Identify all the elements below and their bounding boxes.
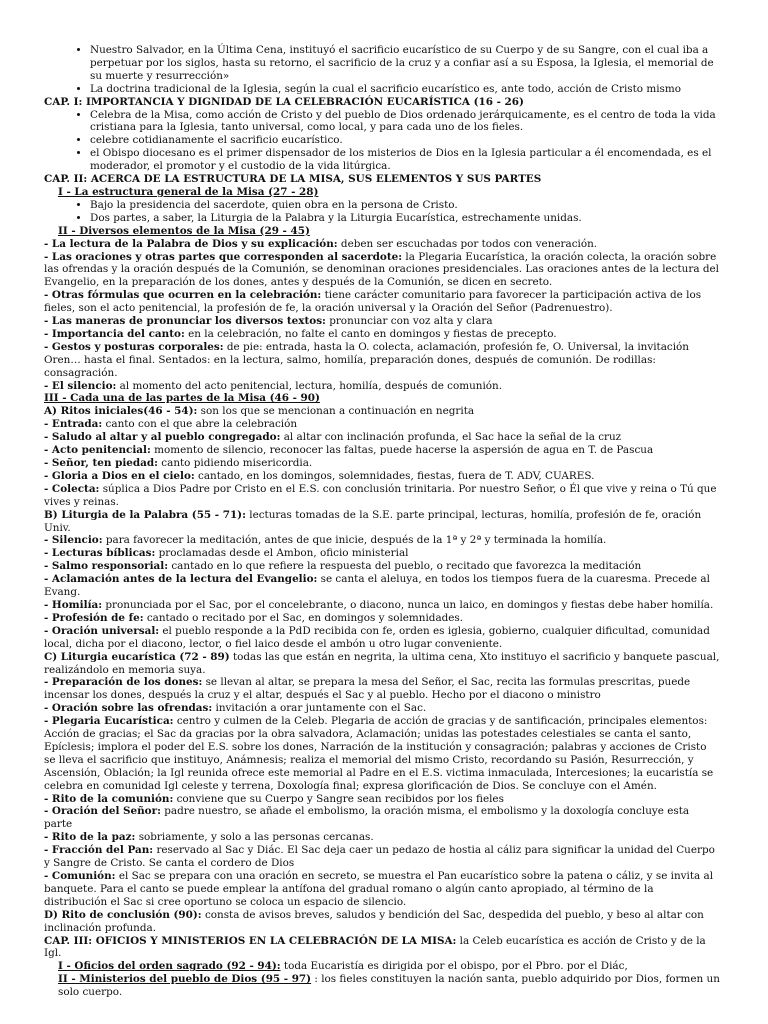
rite-item [44,431,720,444]
rite-item [44,457,720,470]
item-text: cantado, en los domingos, solemnidades, fiestas, fuera de T. ADV, CUARES. [194,469,595,482]
item-label: - Señor, ten piedad: [44,457,158,469]
section-2-items [44,238,720,393]
rite-item [44,547,720,560]
item-label: D) Rito de conclusión (90): [44,908,202,921]
list-item: • Celebra de la Misa, como acción de Cristo y del pueblo de Dios ordenado jerárquicamente, es el centro de toda la vida cristiana para la Iglesia, tanto universal, como local, y para cada uno de los fieles. [90,109,720,135]
chapter-3-heading-text: la Celeb eucarística es acción de Cristo y de la Igl. [44,934,706,960]
item-label: - Profesión de fe: [44,611,144,624]
item-text: sobriamente, y solo a las personas cercanas. [135,831,374,844]
item-text: consta de avisos breves, saludos y bendición del Sac, despedida del pueblo, y beso al altar con inclinación profunda. [44,908,704,934]
item-label: - Salmo responsorial: [44,560,169,573]
item-text: canto con el que abre la celebración [102,418,298,431]
definition-item [44,341,720,380]
item-text: centro y culmen de la Celeb. Plegaria de acción de gracias y de santificación, principales elementos: Acción de gracias; el Sac da gracias por la obra salvadora, Aclamación; unidas las potestades celestiales se canta el santo, Epíclesis; implora el poder del E.S. sobre los dones, Narración de la institución y consagración; palabras y acciones de Cristo se lleva el sacrificio que instituyo, Anámnesis; realiza el memorial del mismo Cristo, recordando su Pasión, Resurrección, y Ascensión, Oblación; la Igl reunida ofrece este memorial al Padre en el E.S. victima inmaculada, Intercesiones; la eucaristía se celebra en comunidad Igl celeste y terrena, Doxología final; expresa glorificación de Dios. Se concluye con el Amén. [44,715,714,792]
item-label: - Comunión: [44,870,116,882]
item-text: al altar con inclinación profunda, el Sac hace la señal de la cruz [280,431,622,444]
list-item: • celebre cotidianamente el sacrificio eucarístico. [90,134,720,147]
rite-item [44,599,720,612]
item-label: - Las oraciones y otras partes que corresponden al sacerdote: [44,250,403,263]
item-text: la Plegaria Eucarística, la oración colecta, la oración sobre las ofrendas y la oración después de la Comunión, se denominan oraciones presidenciales. Las oraciones antes de la lectura del Evangelio, en la preparación de los dones, antes y después de la Comunión, se dicen en secreto. [44,250,719,289]
chapter-2-heading: CAP. II: ACERCA DE LA ESTRUCTURA DE LA MISA, SUS ELEMENTOS Y SUS PARTES [44,173,542,186]
section-text: toda Eucaristía es dirigida por el obispo, por el Pbro. por el Diác, [280,960,628,973]
item-label: - Otras fórmulas que ocurren en la celebración: [44,289,322,302]
rite-item [44,418,720,431]
item-text: para favorecer la meditación, antes de que inicie, después de la 1ª y 2ª y terminada la homilía. [102,534,607,547]
section-heading: III - Cada una de las partes de la Misa (46 - 90) [44,392,320,405]
rite-group-heading [44,909,720,935]
definition-item [44,238,720,251]
chapter-3-heading-line [44,935,720,961]
rite-item [44,831,720,844]
rite-item [44,534,720,547]
rite-group-heading [44,651,720,677]
item-text: en la celebración, no falte el canto en domingos y fiestas de precepto. [184,327,557,340]
item-label: - Oración universal: [44,624,160,637]
section-text: : los fieles constituyen la nación santa, pueblo adquirido por Dios, formen un solo cuerpo. [58,973,720,999]
rite-item [44,444,720,457]
item-text: cantado o recitado por el Sac, en domingos y solemnidades. [143,611,464,624]
rite-item [44,560,720,573]
item-text: tiene carácter comunitario para favorecer la participación activa de los fieles, son el acto penitencial, la profesión de fe, la oración universal y la Oración del Señor (Padrenuestro). [44,289,702,315]
item-label: - Colecta: [44,482,100,495]
rite-group-heading [44,405,720,418]
item-label: - El silencio: [44,379,117,392]
item-text: al momento del acto penitencial, lectura, homilía, después de comunión. [116,379,503,392]
item-label: - Oración del Señor: [44,805,161,818]
item-text: momento de silencio, reconocer las faltas, puede hacerse la aspersión de agua en T. de Pascua [150,444,654,457]
section-heading: II - Diversos elementos de la Misa (29 - 45) [58,224,310,237]
item-label: - Rito de la comunión: [44,792,174,805]
section-3-groups [44,405,720,934]
item-label: - Silencio: [44,534,103,547]
section-heading: II - Ministerios del pueblo de Dios (95 - 97) [58,973,312,986]
item-label: - Acto penitencial: [44,444,151,457]
definition-item [44,380,720,393]
item-text: el Sac se prepara con una oración en secreto, se muestra el Pan eucarístico sobre la patena o cáliz, y se invita al banquete. Para el canto se puede emplear la antífona del gradual romano o algún canto apropiado, al término de la distribución el Sac si cree oportuno se coloca un espacio de silencio. [44,870,714,908]
item-label: - Importancia del canto: [44,327,185,340]
item-text: canto pidiendo misericordia. [158,457,313,469]
item-label: - Gloria a Dios en el cielo: [44,469,195,482]
chapter-3-section-1 [44,960,720,973]
chapter-1-heading: CAP. I: IMPORTANCIA Y DIGNIDAD DE LA CELEBRACIÓN EUCARÍSTICA (16 - 26) [44,95,524,108]
item-text: el pueblo responde a la PdD recibida con fe, orden es iglesia, gobierno, cualquier dificultad, comunidad local, dicha por el diacono, lector, o fiel laico desde el ambón u otro lugar conveniente. [44,624,710,650]
list-item: • La doctrina tradicional de la Iglesia, según la cual el sacrificio eucarístico es, ante todo, acción de Cristo mismo [90,83,720,96]
rite-item [44,715,720,792]
rite-item [44,676,720,702]
item-label: - La lectura de la Palabra de Dios y su explicación: [44,237,338,250]
rite-group-heading [44,509,720,535]
rite-item [44,793,720,806]
rite-item [44,470,720,483]
rite-item [44,870,720,909]
list-item: • Nuestro Salvador, en la Última Cena, instituyó el sacrificio eucarístico de su Cuerpo y de su Sangre, con el cual iba a perpetuar por los siglos, hasta su retorno, el sacrificio de la cruz y a confiar así a su Esposa, la Iglesia, el memorial de su muerte y resurrección» [90,44,720,83]
item-text: se canta el aleluya, en todos los tiempos fuera de la cuaresma. Precede al Evang. [44,573,710,599]
item-label: - Rito de la paz: [44,831,136,844]
item-label: B) Liturgia de la Palabra (55 - 71): [44,508,246,521]
section-1-bullet-list [44,199,720,225]
definition-item [44,289,720,315]
item-label: - Lecturas bíblicas: [44,547,156,560]
item-text: proclamadas desde el Ambon, oficio ministerial [155,547,409,560]
item-text: reservado al Sac y Diác. El Sac deja caer un pedazo de hostia al cáliz para significar la unidad del Cuerpo y Sangre de Cristo. Se canta el cordero de Dios [44,844,715,870]
item-label: - Las maneras de pronunciar los diversos textos: [44,315,326,328]
item-text: de pie: entrada, hasta la O. colecta, aclamación, profesión fe, O. Universal, la invitación Oren… hasta el final. Sentados: en la lectura, salmo, homilía, preparación dones, después de comunión. De rodillas: consagración. [44,340,689,379]
rite-item [44,844,720,870]
rite-item [44,805,720,831]
item-label: - Plegaria Eucarística: [44,715,174,728]
item-text: conviene que su Cuerpo y Sangre sean recibidos por los fieles [173,792,504,805]
list-item: • Dos partes, a saber, la Liturgia de la Palabra y la Liturgia Eucarística, estrechamente unidas. [90,212,720,225]
chapter-1-bullet-list [44,109,720,174]
rite-item [44,702,720,715]
rite-item [44,612,720,625]
item-text: pronunciar con voz alta y clara [325,315,493,328]
item-label: A) Ritos iniciales(46 - 54): [44,405,198,418]
intro-bullet-list [44,44,720,96]
item-text: se llevan al altar, se prepara la mesa del Señor, el Sac, recita las formulas prescritas, puede incensar los dones, después la cruz y el altar, después el Sac y al pueblo. Hecho por el diacono o ministro [44,676,691,702]
item-label: - Aclamación antes de la lectura del Evangelio: [44,573,318,586]
item-text: padre nuestro, se añade el embolismo, la oración misma, el embolismo y la doxología concluye esta parte [44,805,690,831]
definition-item [44,328,720,341]
chapter-3-section-2 [44,973,720,999]
item-label: - Preparación de los dones: [44,676,203,689]
rite-item [44,573,720,599]
item-label: - Fracción del Pan: [44,844,154,857]
list-item: • Bajo la presidencia del sacerdote, quien obra en la persona de Cristo. [90,199,720,212]
section-heading: I - Oficios del orden sagrado (92 - 94): [58,960,281,973]
item-label: - Entrada: [44,418,103,431]
item-text: pronunciada por el Sac, por el concelebrante, o diacono, nunca un laico, en domingos y fiestas debe haber homilía. [102,598,714,611]
item-text: súplica a Dios Padre por Cristo en el E.S. con conclusión trinitaria. Por nuestro Señor, o Él que vive y reina o Tú que vives y reinas. [44,482,717,508]
item-text: deben ser escuchadas por todos con veneración. [337,237,598,250]
rite-item [44,625,720,651]
rite-item [44,483,720,509]
item-text: son los que se mencionan a continuación en negrita [197,405,475,418]
item-text: todas las que están en negrita, la ultima cena, Xto instituyo el sacrificio y banquete pascual, realizándolo en memoria suya. [44,650,720,676]
definition-item [44,315,720,328]
list-item: • el Obispo diocesano es el primer dispensador de los misterios de Dios en la Iglesia particular a él encomendada, es el moderador, el promotor y el custodio de la vida litúrgica. [90,147,720,173]
chapter-3-heading: CAP. III: OFICIOS Y MINISTERIOS EN LA CELEBRACIÓN DE LA MISA: [44,934,457,947]
item-label: - Oración sobre las ofrendas: [44,702,213,715]
section-heading: I - La estructura general de la Misa (27 - 28) [58,185,319,198]
item-text: lecturas tomadas de la S.E. parte principal, lecturas, homilía, profesión de fe, oración Univ. [44,508,702,534]
item-label: - Gestos y posturas corporales: [44,340,224,353]
definition-item [44,251,720,290]
item-label: C) Liturgia eucarística (72 - 89) [44,650,230,663]
item-text: invitación a orar juntamente con el Sac. [212,702,427,715]
item-label: - Saludo al altar y al pueblo congregado: [44,431,281,444]
item-text: cantado en lo que refiere la respuesta del pueblo, o recitado que favorezca la meditación [168,560,642,573]
item-label: - Homilía: [44,598,103,611]
document-page [44,44,720,999]
